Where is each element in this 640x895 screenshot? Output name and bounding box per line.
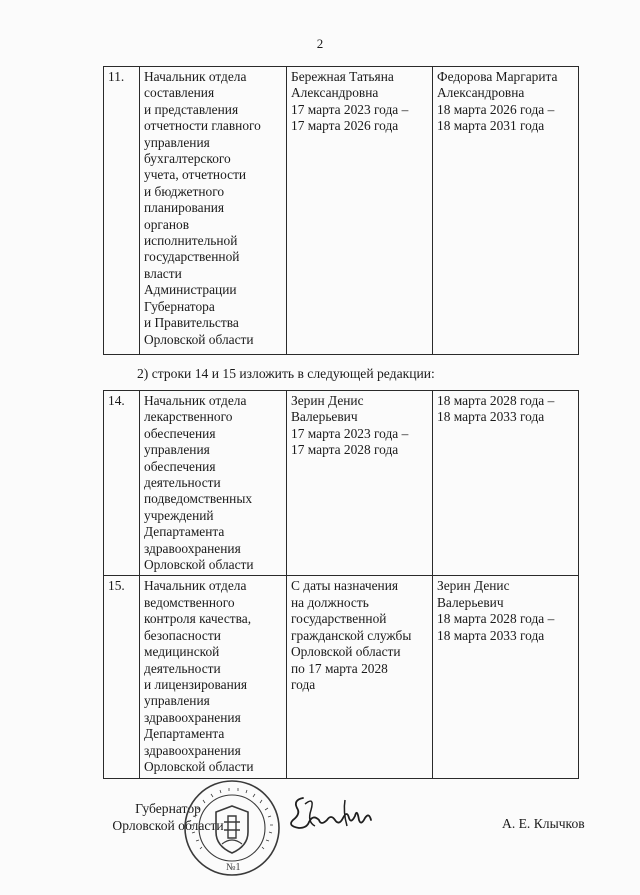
table-row [104,67,579,355]
page-number: 2 [316,36,324,51]
table-row [104,391,579,576]
handwritten-signature [285,790,375,840]
signer-name: А. Е. Клычков [502,816,585,831]
row-number-cell: 15. [104,576,140,779]
positions-table-1 [103,66,579,355]
official-seal [182,778,282,878]
position-cell: Начальник отдела лекарственного обеспечения управления обеспечения деятельности подведомственных учреждений Департамента здравоохранения Орловской области [140,391,287,576]
table-row [104,576,579,779]
position-cell: Начальник отдела составления и представления отчетности главного управления бухгалтерского учета, отчетности и бюджетного планирования органов исполнительной государственной власти Администрации Губернатора и Правительства Орловской области [140,67,287,355]
position-cell: Начальник отдела ведомственного контроля качества, безопасности медицинской деятельности и лицензирования управления здравоохранения Департамента здравоохранения Орловской области [140,576,287,779]
amendment-paragraph: 2) строки 14 и 15 изложить в следующей редакции: [137,366,435,381]
next-holder-cell: Зерин Денис Валерьевич 18 марта 2028 года – 18 марта 2033 года [433,576,579,779]
row-number-cell: 11. [104,67,140,355]
current-holder-cell: Зерин Денис Валерьевич 17 марта 2023 года – 17 марта 2028 года [287,391,433,576]
seal-number: №1 [226,862,241,873]
current-holder-cell: Бережная Татьяна Александровна 17 марта 2023 года – 17 марта 2026 года [287,67,433,355]
signer-title: Губернатор Орловской области [112,801,224,833]
next-holder-cell: 18 марта 2028 года – 18 марта 2033 года [433,391,579,576]
row-number-cell: 14. [104,391,140,576]
current-holder-cell: С даты назначения на должность государственной гражданской службы Орловской области по 17 марта 2028 года [287,576,433,779]
next-holder-cell: Федорова Маргарита Александровна 18 марта 2026 года – 18 марта 2031 года [433,67,579,355]
positions-table-2 [103,390,579,779]
